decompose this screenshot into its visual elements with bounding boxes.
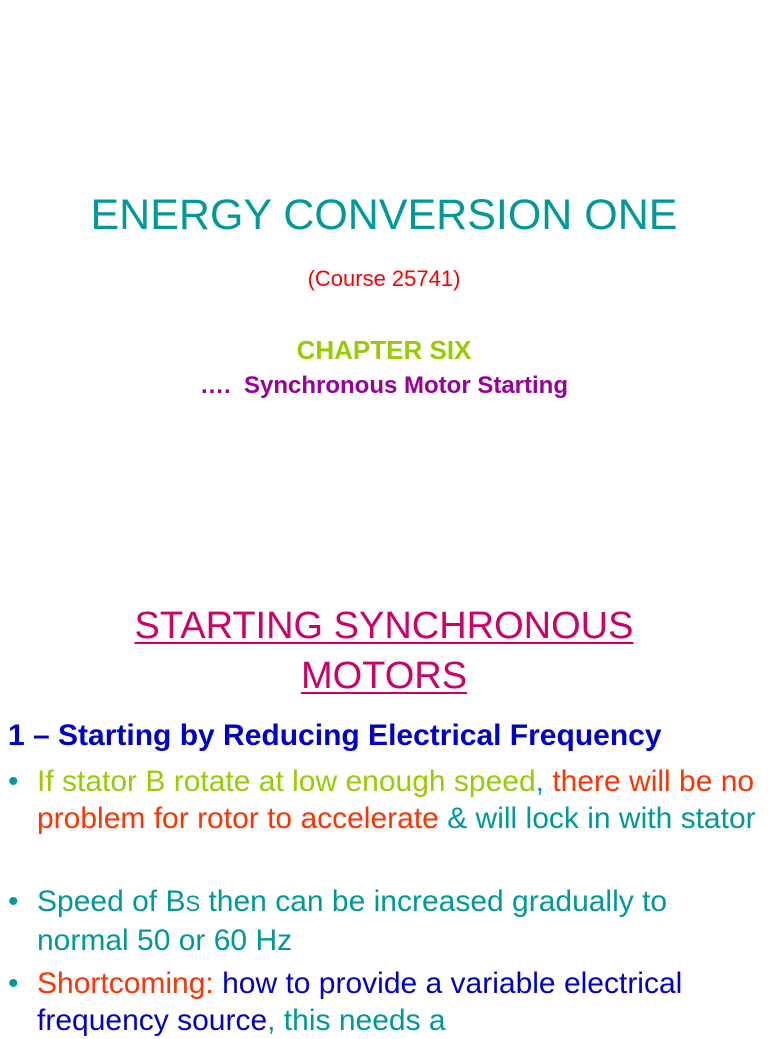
bullet-text: Shortcoming: how to provide a variable electrical frequency source, this needs a: [37, 967, 683, 1037]
bullet-text: If stator B rotate at low enough speed, there will be no problem for rotor to accelerate & will lock in with stator: [37, 765, 756, 835]
bullet-item: [8, 883, 758, 959]
bullet-icon: •: [8, 967, 19, 1000]
bullet-item: [8, 763, 758, 837]
bullet-text: Speed of BS then can be increased gradually to normal 50 or 60 Hz: [37, 885, 668, 957]
chapter-label: CHAPTER SIX: [296, 335, 472, 365]
section-title-line2: MOTORS: [300, 655, 468, 697]
subsection-heading: 1 – Starting by Reducing Electrical Frequency: [8, 719, 662, 752]
bullet-item: [8, 965, 758, 1039]
course-number: (Course 25741): [307, 266, 461, 291]
section-title: [0, 601, 768, 701]
bullet-icon: •: [8, 885, 19, 918]
slide-title: ENERGY CONVERSION ONE: [90, 191, 678, 239]
section-title-line1: STARTING SYNCHRONOUS: [134, 605, 634, 647]
chapter-subtitle: …. Synchronous Motor Starting: [199, 372, 568, 399]
bullet-icon: •: [8, 765, 19, 798]
